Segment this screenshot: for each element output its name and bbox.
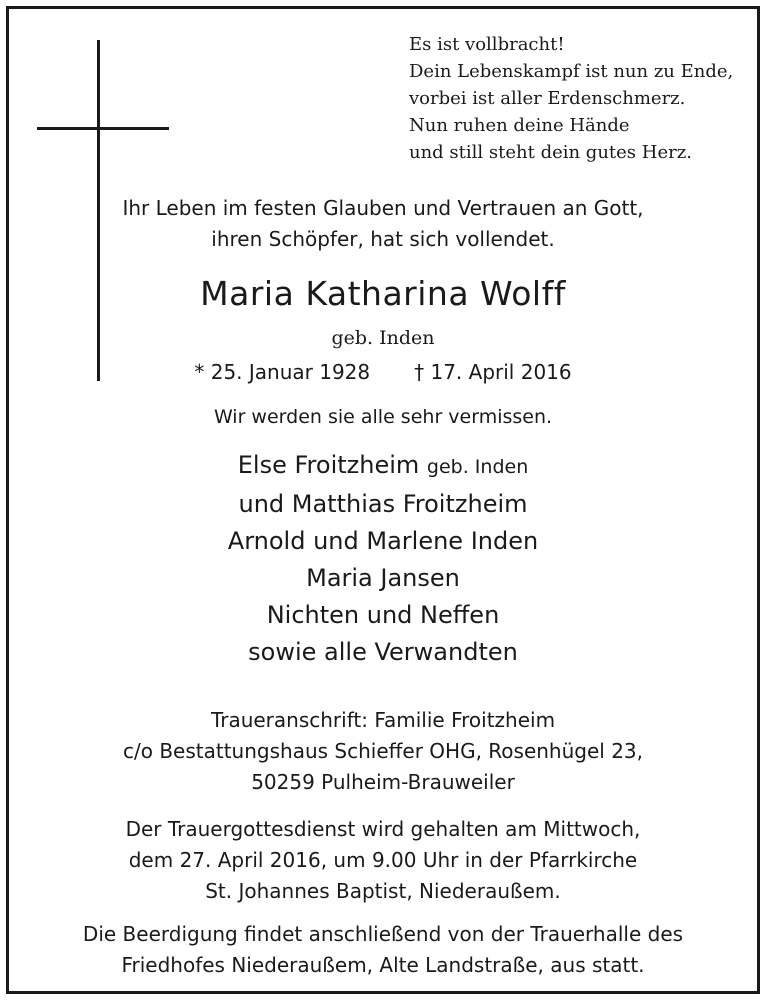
cross-horizontal-bar xyxy=(37,127,169,130)
family-first-name: Else Froitzheim xyxy=(237,451,420,479)
address-line: 50259 Pulheim-Brauweiler xyxy=(251,770,515,794)
intro-line: ihren Schöpfer, hat sich vollendet. xyxy=(211,227,555,251)
birth-date: * 25. Januar 1928 xyxy=(194,360,371,384)
mourning-address xyxy=(0,705,766,798)
miss-text: Wir werden sie alle sehr vermissen. xyxy=(213,406,553,428)
burial-info xyxy=(0,919,766,981)
poem-line: vorbei ist aller Erdenschmerz. xyxy=(409,88,686,109)
family-line: Maria Jansen xyxy=(306,564,460,592)
burial-line: Die Beerdigung findet anschließend von der Trauerhalle des xyxy=(82,922,684,946)
poem-line: und still steht dein gutes Herz. xyxy=(409,142,692,163)
deceased-name: Maria Katharina Wolff xyxy=(200,274,566,313)
service-line: Der Trauergottesdienst wird gehalten am Mittwoch, xyxy=(125,817,641,841)
burial-line: Friedhofes Niederaußem, Alte Landstraße, aus statt. xyxy=(121,953,645,977)
family-line: sowie alle Verwandten xyxy=(248,638,518,666)
poem-line: Dein Lebenskampf ist nun zu Ende, xyxy=(409,61,734,82)
poem xyxy=(409,31,749,166)
family-first-geb: geb. Inden xyxy=(426,456,529,478)
family-line: und Matthias Froitzheim xyxy=(238,490,528,518)
address-line: Traueranschrift: Familie Froitzheim xyxy=(210,708,556,732)
death-date: † 17. April 2016 xyxy=(414,360,572,384)
address-line: c/o Bestattungshaus Schieffer OHG, Rosenhügel 23, xyxy=(123,739,643,763)
poem-line: Es ist vollbracht! xyxy=(409,34,565,55)
birth-name: geb. Inden xyxy=(331,327,435,349)
service-line: dem 27. April 2016, um 9.00 Uhr in der Pfarrkirche xyxy=(128,848,638,872)
intro-line: Ihr Leben im festen Glauben und Vertrauen an Gott, xyxy=(122,196,644,220)
poem-line: Nun ruhen deine Hände xyxy=(409,115,630,136)
intro-text xyxy=(0,193,766,255)
service-line: St. Johannes Baptist, Niederaußem. xyxy=(205,879,561,903)
life-dates xyxy=(0,357,766,387)
family-line xyxy=(0,447,766,486)
family-line: Arnold und Marlene Inden xyxy=(227,527,539,555)
family-line: Nichten und Neffen xyxy=(266,601,500,629)
funeral-service xyxy=(0,814,766,907)
family-list xyxy=(0,447,766,671)
